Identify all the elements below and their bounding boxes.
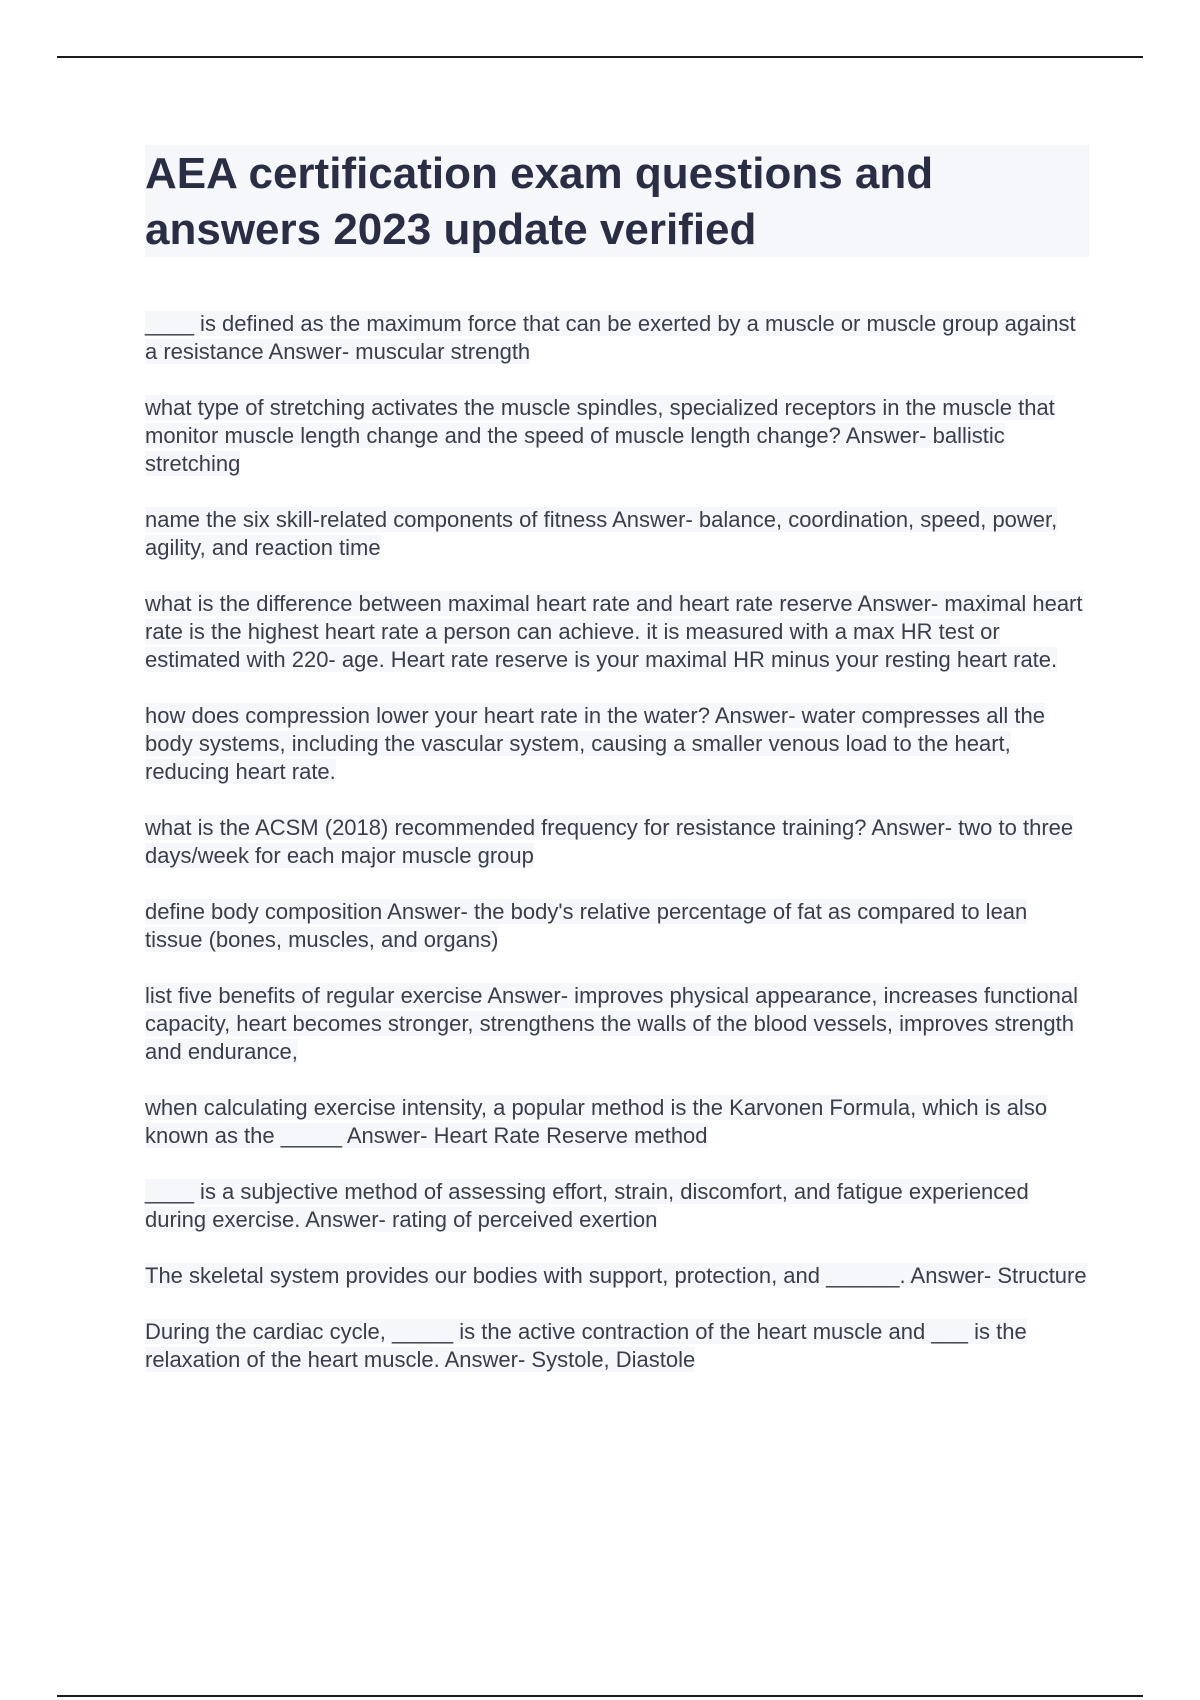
qa-list <box>145 310 1090 1402</box>
qa-item <box>145 1262 1090 1290</box>
qa-text: when calculating exercise intensity, a popular method is the Karvonen Formula, which is also known as the _____ Answer- Heart Rate Reserve method <box>145 1095 1048 1148</box>
qa-item <box>145 898 1090 954</box>
qa-text: what type of stretching activates the muscle spindles, specialized receptors in the muscle that monitor muscle length change and the speed of muscle length change? Answer- ballistic stretching <box>145 395 1055 476</box>
qa-item <box>145 982 1090 1066</box>
qa-item <box>145 702 1090 786</box>
document-title: AEA certification exam questions and answers 2023 update verified <box>145 149 934 254</box>
qa-text: The skeletal system provides our bodies with support, protection, and ______. Answer- Structure <box>145 1263 1087 1288</box>
qa-text: what is the difference between maximal heart rate and heart rate reserve Answer- maximal heart rate is the highest heart rate a person can achieve. it is measured with a max HR test or estimated with 220- age. Heart rate reserve is your maximal HR minus your resting heart rate. <box>145 591 1083 672</box>
qa-item <box>145 590 1090 674</box>
qa-item <box>145 814 1090 870</box>
qa-text: define body composition Answer- the body's relative percentage of fat as compared to lean tissue (bones, muscles, and organs) <box>145 899 1028 952</box>
qa-text: how does compression lower your heart rate in the water? Answer- water compresses all the body systems, including the vascular system, causing a smaller venous load to the heart, reducing heart rate. <box>145 703 1045 784</box>
qa-item <box>145 506 1090 562</box>
qa-text: ____ is defined as the maximum force that can be exerted by a muscle or muscle group against a resistance Answer- muscular strength <box>145 311 1076 364</box>
qa-text: list five benefits of regular exercise Answer- improves physical appearance, increases functional capacity, heart becomes stronger, strengthens the walls of the blood vessels, improves strength and endurance, <box>145 983 1079 1064</box>
footer-rule <box>57 1695 1143 1697</box>
qa-text: name the six skill-related components of fitness Answer- balance, coordination, speed, power, agility, and reaction time <box>145 507 1058 560</box>
qa-item <box>145 310 1090 366</box>
qa-text: ____ is a subjective method of assessing effort, strain, discomfort, and fatigue experienced during exercise. Answer- rating of perceived exertion <box>145 1179 1029 1232</box>
qa-text: what is the ACSM (2018) recommended frequency for resistance training? Answer- two to three days/week for each major muscle group <box>145 815 1074 868</box>
header-rule <box>57 56 1143 58</box>
qa-item <box>145 1178 1090 1234</box>
qa-item <box>145 1094 1090 1150</box>
qa-item <box>145 394 1090 478</box>
qa-item <box>145 1318 1090 1374</box>
qa-text: During the cardiac cycle, _____ is the active contraction of the heart muscle and ___ is the relaxation of the heart muscle. Answer- Systole, Diastole <box>145 1319 1027 1372</box>
